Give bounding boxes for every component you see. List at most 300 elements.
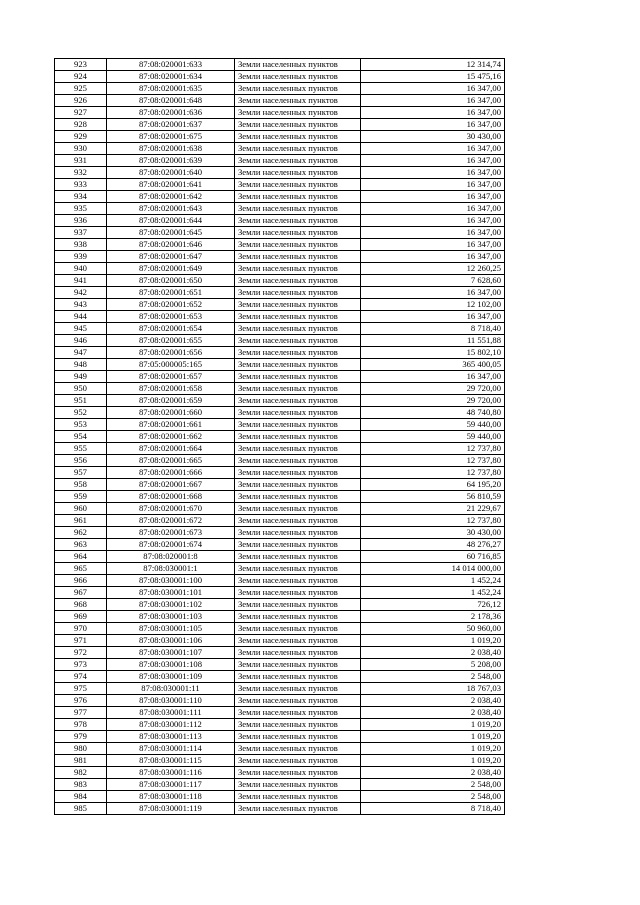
land-category-cell: Земли населенных пунктов <box>235 491 361 503</box>
cadastral-number-cell: 87:08:020001:8 <box>107 551 235 563</box>
land-category-cell: Земли населенных пунктов <box>235 227 361 239</box>
cadastral-value-cell: 16 347,00 <box>361 191 505 203</box>
land-category-cell: Земли населенных пунктов <box>235 107 361 119</box>
land-category-cell: Земли населенных пунктов <box>235 347 361 359</box>
land-plots-table <box>54 58 505 815</box>
cadastral-value-cell: 2 548,00 <box>361 779 505 791</box>
cadastral-number-cell: 87:08:020001:634 <box>107 71 235 83</box>
cadastral-number-cell: 87:08:030001:115 <box>107 755 235 767</box>
cadastral-value-cell: 1 019,20 <box>361 743 505 755</box>
row-number-cell: 967 <box>55 587 107 599</box>
land-category-cell: Земли населенных пунктов <box>235 311 361 323</box>
cadastral-value-cell: 2 038,40 <box>361 647 505 659</box>
cadastral-number-cell: 87:08:020001:635 <box>107 83 235 95</box>
table-row <box>55 131 505 143</box>
table-row <box>55 167 505 179</box>
row-number-cell: 941 <box>55 275 107 287</box>
cadastral-value-cell: 16 347,00 <box>361 167 505 179</box>
land-category-cell: Земли населенных пунктов <box>235 299 361 311</box>
row-number-cell: 929 <box>55 131 107 143</box>
cadastral-value-cell: 16 347,00 <box>361 311 505 323</box>
land-category-cell: Земли населенных пунктов <box>235 119 361 131</box>
cadastral-number-cell: 87:08:020001:640 <box>107 167 235 179</box>
row-number-cell: 924 <box>55 71 107 83</box>
cadastral-value-cell: 2 038,40 <box>361 767 505 779</box>
land-category-cell: Земли населенных пунктов <box>235 707 361 719</box>
row-number-cell: 953 <box>55 419 107 431</box>
land-category-cell: Земли населенных пунктов <box>235 587 361 599</box>
cadastral-number-cell: 87:08:030001:113 <box>107 731 235 743</box>
row-number-cell: 934 <box>55 191 107 203</box>
land-category-cell: Земли населенных пунктов <box>235 215 361 227</box>
land-category-cell: Земли населенных пунктов <box>235 467 361 479</box>
table-row <box>55 683 505 695</box>
land-category-cell: Земли населенных пунктов <box>235 71 361 83</box>
cadastral-number-cell: 87:08:030001:1 <box>107 563 235 575</box>
table-row <box>55 83 505 95</box>
row-number-cell: 935 <box>55 203 107 215</box>
table-row <box>55 311 505 323</box>
table-row <box>55 767 505 779</box>
cadastral-value-cell: 60 716,85 <box>361 551 505 563</box>
table-row <box>55 755 505 767</box>
row-number-cell: 928 <box>55 119 107 131</box>
cadastral-number-cell: 87:08:020001:673 <box>107 527 235 539</box>
table-row <box>55 383 505 395</box>
table-row <box>55 647 505 659</box>
cadastral-number-cell: 87:08:020001:645 <box>107 227 235 239</box>
row-number-cell: 983 <box>55 779 107 791</box>
table-row <box>55 155 505 167</box>
cadastral-value-cell: 1 019,20 <box>361 755 505 767</box>
table-row <box>55 659 505 671</box>
table-row <box>55 419 505 431</box>
land-category-cell: Земли населенных пунктов <box>235 335 361 347</box>
cadastral-number-cell: 87:08:020001:670 <box>107 503 235 515</box>
table-row <box>55 527 505 539</box>
cadastral-value-cell: 14 014 000,00 <box>361 563 505 575</box>
land-category-cell: Земли населенных пунктов <box>235 695 361 707</box>
table-row <box>55 359 505 371</box>
row-number-cell: 949 <box>55 371 107 383</box>
land-category-cell: Земли населенных пунктов <box>235 647 361 659</box>
row-number-cell: 979 <box>55 731 107 743</box>
cadastral-value-cell: 1 452,24 <box>361 575 505 587</box>
table-row <box>55 239 505 251</box>
table-row <box>55 299 505 311</box>
cadastral-value-cell: 8 718,40 <box>361 803 505 815</box>
cadastral-number-cell: 87:08:020001:665 <box>107 455 235 467</box>
table-row <box>55 107 505 119</box>
table-row <box>55 395 505 407</box>
row-number-cell: 966 <box>55 575 107 587</box>
cadastral-value-cell: 30 430,00 <box>361 527 505 539</box>
row-number-cell: 959 <box>55 491 107 503</box>
land-category-cell: Земли населенных пунктов <box>235 527 361 539</box>
land-category-cell: Земли населенных пунктов <box>235 191 361 203</box>
land-category-cell: Земли населенных пунктов <box>235 83 361 95</box>
land-category-cell: Земли населенных пунктов <box>235 95 361 107</box>
table-row <box>55 179 505 191</box>
cadastral-value-cell: 16 347,00 <box>361 215 505 227</box>
table-row <box>55 215 505 227</box>
cadastral-number-cell: 87:08:020001:652 <box>107 299 235 311</box>
row-number-cell: 939 <box>55 251 107 263</box>
cadastral-value-cell: 1 019,20 <box>361 731 505 743</box>
table-row <box>55 287 505 299</box>
row-number-cell: 947 <box>55 347 107 359</box>
table-row <box>55 443 505 455</box>
cadastral-number-cell: 87:08:030001:110 <box>107 695 235 707</box>
cadastral-number-cell: 87:08:020001:650 <box>107 275 235 287</box>
row-number-cell: 944 <box>55 311 107 323</box>
row-number-cell: 978 <box>55 719 107 731</box>
cadastral-value-cell: 16 347,00 <box>361 287 505 299</box>
cadastral-value-cell: 16 347,00 <box>361 143 505 155</box>
row-number-cell: 976 <box>55 695 107 707</box>
table-row <box>55 455 505 467</box>
cadastral-value-cell: 1 019,20 <box>361 719 505 731</box>
cadastral-number-cell: 87:08:020001:637 <box>107 119 235 131</box>
table-row <box>55 623 505 635</box>
table-row <box>55 467 505 479</box>
cadastral-value-cell: 2 548,00 <box>361 671 505 683</box>
cadastral-number-cell: 87:08:020001:648 <box>107 95 235 107</box>
row-number-cell: 954 <box>55 431 107 443</box>
cadastral-number-cell: 87:08:020001:633 <box>107 59 235 71</box>
cadastral-number-cell: 87:08:020001:636 <box>107 107 235 119</box>
land-category-cell: Земли населенных пунктов <box>235 503 361 515</box>
land-category-cell: Земли населенных пунктов <box>235 167 361 179</box>
land-category-cell: Земли населенных пунктов <box>235 731 361 743</box>
cadastral-number-cell: 87:08:030001:11 <box>107 683 235 695</box>
land-category-cell: Земли населенных пунктов <box>235 143 361 155</box>
table-row <box>55 731 505 743</box>
cadastral-value-cell: 16 347,00 <box>361 239 505 251</box>
land-category-cell: Земли населенных пунктов <box>235 635 361 647</box>
cadastral-value-cell: 16 347,00 <box>361 83 505 95</box>
land-category-cell: Земли населенных пунктов <box>235 179 361 191</box>
cadastral-number-cell: 87:08:020001:666 <box>107 467 235 479</box>
table-row <box>55 251 505 263</box>
table-row <box>55 203 505 215</box>
table-row <box>55 611 505 623</box>
row-number-cell: 977 <box>55 707 107 719</box>
cadastral-value-cell: 16 347,00 <box>361 203 505 215</box>
land-category-cell: Земли населенных пунктов <box>235 419 361 431</box>
cadastral-value-cell: 16 347,00 <box>361 227 505 239</box>
table-row <box>55 491 505 503</box>
row-number-cell: 951 <box>55 395 107 407</box>
row-number-cell: 931 <box>55 155 107 167</box>
cadastral-value-cell: 56 810,59 <box>361 491 505 503</box>
table-row <box>55 587 505 599</box>
cadastral-number-cell: 87:08:020001:674 <box>107 539 235 551</box>
cadastral-number-cell: 87:08:030001:107 <box>107 647 235 659</box>
cadastral-value-cell: 12 737,80 <box>361 467 505 479</box>
land-category-cell: Земли населенных пунктов <box>235 383 361 395</box>
land-category-cell: Земли населенных пунктов <box>235 611 361 623</box>
row-number-cell: 956 <box>55 455 107 467</box>
land-category-cell: Земли населенных пунктов <box>235 59 361 71</box>
row-number-cell: 925 <box>55 83 107 95</box>
land-category-cell: Земли населенных пунктов <box>235 323 361 335</box>
cadastral-value-cell: 29 720,00 <box>361 395 505 407</box>
row-number-cell: 964 <box>55 551 107 563</box>
row-number-cell: 938 <box>55 239 107 251</box>
cadastral-number-cell: 87:08:030001:101 <box>107 587 235 599</box>
land-category-cell: Земли населенных пунктов <box>235 407 361 419</box>
land-category-cell: Земли населенных пунктов <box>235 431 361 443</box>
cadastral-number-cell: 87:08:030001:117 <box>107 779 235 791</box>
land-category-cell: Земли населенных пунктов <box>235 455 361 467</box>
land-category-cell: Земли населенных пунктов <box>235 203 361 215</box>
cadastral-value-cell: 15 475,16 <box>361 71 505 83</box>
cadastral-number-cell: 87:08:020001:642 <box>107 191 235 203</box>
cadastral-value-cell: 11 551,88 <box>361 335 505 347</box>
table-body <box>55 59 505 815</box>
land-category-cell: Земли населенных пунктов <box>235 287 361 299</box>
cadastral-value-cell: 12 737,80 <box>361 443 505 455</box>
cadastral-value-cell: 8 718,40 <box>361 323 505 335</box>
table-row <box>55 59 505 71</box>
table-row <box>55 575 505 587</box>
cadastral-number-cell: 87:08:030001:119 <box>107 803 235 815</box>
land-category-cell: Земли населенных пунктов <box>235 755 361 767</box>
row-number-cell: 958 <box>55 479 107 491</box>
land-category-cell: Земли населенных пунктов <box>235 623 361 635</box>
cadastral-number-cell: 87:08:020001:654 <box>107 323 235 335</box>
land-category-cell: Земли населенных пунктов <box>235 551 361 563</box>
land-category-cell: Земли населенных пунктов <box>235 743 361 755</box>
table-row <box>55 479 505 491</box>
cadastral-number-cell: 87:08:020001:675 <box>107 131 235 143</box>
land-category-cell: Земли населенных пунктов <box>235 239 361 251</box>
cadastral-number-cell: 87:08:030001:111 <box>107 707 235 719</box>
table-row <box>55 695 505 707</box>
land-category-cell: Земли населенных пунктов <box>235 767 361 779</box>
row-number-cell: 952 <box>55 407 107 419</box>
table-row <box>55 263 505 275</box>
land-category-cell: Земли населенных пунктов <box>235 263 361 275</box>
cadastral-value-cell: 48 276,27 <box>361 539 505 551</box>
table-row <box>55 779 505 791</box>
table-row <box>55 539 505 551</box>
cadastral-number-cell: 87:08:020001:651 <box>107 287 235 299</box>
cadastral-value-cell: 48 740,80 <box>361 407 505 419</box>
land-category-cell: Земли населенных пунктов <box>235 539 361 551</box>
row-number-cell: 963 <box>55 539 107 551</box>
row-number-cell: 937 <box>55 227 107 239</box>
cadastral-value-cell: 12 260,25 <box>361 263 505 275</box>
cadastral-number-cell: 87:08:020001:662 <box>107 431 235 443</box>
cadastral-number-cell: 87:08:030001:109 <box>107 671 235 683</box>
cadastral-number-cell: 87:08:030001:108 <box>107 659 235 671</box>
land-category-cell: Земли населенных пунктов <box>235 275 361 287</box>
row-number-cell: 940 <box>55 263 107 275</box>
table-row <box>55 599 505 611</box>
cadastral-number-cell: 87:08:030001:105 <box>107 623 235 635</box>
row-number-cell: 982 <box>55 767 107 779</box>
table-row <box>55 371 505 383</box>
table-row <box>55 563 505 575</box>
row-number-cell: 950 <box>55 383 107 395</box>
row-number-cell: 942 <box>55 287 107 299</box>
cadastral-value-cell: 12 314,74 <box>361 59 505 71</box>
table-row <box>55 803 505 815</box>
row-number-cell: 927 <box>55 107 107 119</box>
cadastral-value-cell: 18 767,03 <box>361 683 505 695</box>
cadastral-number-cell: 87:08:030001:106 <box>107 635 235 647</box>
cadastral-value-cell: 59 440,00 <box>361 431 505 443</box>
table-row <box>55 719 505 731</box>
land-category-cell: Земли населенных пунктов <box>235 395 361 407</box>
cadastral-value-cell: 21 229,67 <box>361 503 505 515</box>
cadastral-number-cell: 87:08:020001:664 <box>107 443 235 455</box>
cadastral-value-cell: 2 548,00 <box>361 791 505 803</box>
cadastral-value-cell: 16 347,00 <box>361 95 505 107</box>
cadastral-value-cell: 30 430,00 <box>361 131 505 143</box>
land-category-cell: Земли населенных пунктов <box>235 479 361 491</box>
cadastral-number-cell: 87:08:020001:658 <box>107 383 235 395</box>
cadastral-value-cell: 16 347,00 <box>361 107 505 119</box>
cadastral-number-cell: 87:08:020001:656 <box>107 347 235 359</box>
land-category-cell: Земли населенных пунктов <box>235 779 361 791</box>
cadastral-number-cell: 87:08:030001:118 <box>107 791 235 803</box>
cadastral-value-cell: 1 019,20 <box>361 635 505 647</box>
row-number-cell: 984 <box>55 791 107 803</box>
cadastral-value-cell: 16 347,00 <box>361 119 505 131</box>
land-category-cell: Земли населенных пунктов <box>235 359 361 371</box>
cadastral-value-cell: 16 347,00 <box>361 251 505 263</box>
row-number-cell: 936 <box>55 215 107 227</box>
table-row <box>55 119 505 131</box>
table-row <box>55 95 505 107</box>
table-row <box>55 551 505 563</box>
row-number-cell: 955 <box>55 443 107 455</box>
row-number-cell: 957 <box>55 467 107 479</box>
cadastral-number-cell: 87:08:020001:638 <box>107 143 235 155</box>
row-number-cell: 975 <box>55 683 107 695</box>
row-number-cell: 971 <box>55 635 107 647</box>
cadastral-number-cell: 87:08:020001:655 <box>107 335 235 347</box>
row-number-cell: 968 <box>55 599 107 611</box>
table-row <box>55 635 505 647</box>
cadastral-value-cell: 365 400,05 <box>361 359 505 371</box>
cadastral-number-cell: 87:05:000005:165 <box>107 359 235 371</box>
cadastral-number-cell: 87:08:020001:641 <box>107 179 235 191</box>
table-row <box>55 707 505 719</box>
cadastral-number-cell: 87:08:030001:112 <box>107 719 235 731</box>
cadastral-value-cell: 50 960,00 <box>361 623 505 635</box>
cadastral-number-cell: 87:08:020001:661 <box>107 419 235 431</box>
cadastral-value-cell: 15 802,10 <box>361 347 505 359</box>
land-category-cell: Земли населенных пунктов <box>235 599 361 611</box>
table-row <box>55 791 505 803</box>
cadastral-number-cell: 87:08:030001:100 <box>107 575 235 587</box>
cadastral-value-cell: 64 195,20 <box>361 479 505 491</box>
land-category-cell: Земли населенных пунктов <box>235 683 361 695</box>
land-category-cell: Земли населенных пунктов <box>235 251 361 263</box>
land-category-cell: Земли населенных пунктов <box>235 791 361 803</box>
land-category-cell: Земли населенных пунктов <box>235 719 361 731</box>
cadastral-value-cell: 2 038,40 <box>361 707 505 719</box>
cadastral-number-cell: 87:08:020001:667 <box>107 479 235 491</box>
row-number-cell: 945 <box>55 323 107 335</box>
row-number-cell: 943 <box>55 299 107 311</box>
cadastral-number-cell: 87:08:020001:646 <box>107 239 235 251</box>
cadastral-number-cell: 87:08:020001:660 <box>107 407 235 419</box>
cadastral-number-cell: 87:08:020001:647 <box>107 251 235 263</box>
land-category-cell: Земли населенных пунктов <box>235 659 361 671</box>
cadastral-number-cell: 87:08:020001:668 <box>107 491 235 503</box>
cadastral-number-cell: 87:08:030001:114 <box>107 743 235 755</box>
cadastral-value-cell: 726,12 <box>361 599 505 611</box>
cadastral-value-cell: 1 452,24 <box>361 587 505 599</box>
row-number-cell: 970 <box>55 623 107 635</box>
cadastral-value-cell: 16 347,00 <box>361 155 505 167</box>
cadastral-number-cell: 87:08:020001:672 <box>107 515 235 527</box>
cadastral-number-cell: 87:08:030001:103 <box>107 611 235 623</box>
row-number-cell: 946 <box>55 335 107 347</box>
cadastral-number-cell: 87:08:020001:659 <box>107 395 235 407</box>
cadastral-value-cell: 12 737,80 <box>361 455 505 467</box>
table-row <box>55 743 505 755</box>
land-category-cell: Земли населенных пунктов <box>235 443 361 455</box>
row-number-cell: 972 <box>55 647 107 659</box>
cadastral-value-cell: 7 628,60 <box>361 275 505 287</box>
row-number-cell: 974 <box>55 671 107 683</box>
cadastral-value-cell: 2 038,40 <box>361 695 505 707</box>
cadastral-value-cell: 16 347,00 <box>361 179 505 191</box>
row-number-cell: 980 <box>55 743 107 755</box>
row-number-cell: 932 <box>55 167 107 179</box>
row-number-cell: 973 <box>55 659 107 671</box>
land-category-cell: Земли населенных пунктов <box>235 575 361 587</box>
row-number-cell: 933 <box>55 179 107 191</box>
cadastral-value-cell: 12 737,80 <box>361 515 505 527</box>
row-number-cell: 948 <box>55 359 107 371</box>
cadastral-value-cell: 5 208,00 <box>361 659 505 671</box>
land-category-cell: Земли населенных пунктов <box>235 803 361 815</box>
cadastral-value-cell: 2 178,36 <box>361 611 505 623</box>
table-row <box>55 335 505 347</box>
row-number-cell: 981 <box>55 755 107 767</box>
land-category-cell: Земли населенных пунктов <box>235 131 361 143</box>
table-row <box>55 503 505 515</box>
cadastral-value-cell: 59 440,00 <box>361 419 505 431</box>
row-number-cell: 985 <box>55 803 107 815</box>
row-number-cell: 969 <box>55 611 107 623</box>
table-row <box>55 275 505 287</box>
table-row <box>55 671 505 683</box>
land-category-cell: Земли населенных пунктов <box>235 671 361 683</box>
land-category-cell: Земли населенных пунктов <box>235 371 361 383</box>
table-row <box>55 407 505 419</box>
row-number-cell: 923 <box>55 59 107 71</box>
table-row <box>55 191 505 203</box>
row-number-cell: 960 <box>55 503 107 515</box>
cadastral-number-cell: 87:08:030001:102 <box>107 599 235 611</box>
row-number-cell: 965 <box>55 563 107 575</box>
row-number-cell: 930 <box>55 143 107 155</box>
row-number-cell: 926 <box>55 95 107 107</box>
cadastral-number-cell: 87:08:020001:644 <box>107 215 235 227</box>
cadastral-number-cell: 87:08:020001:653 <box>107 311 235 323</box>
table-row <box>55 515 505 527</box>
cadastral-value-cell: 29 720,00 <box>361 383 505 395</box>
cadastral-number-cell: 87:08:020001:643 <box>107 203 235 215</box>
